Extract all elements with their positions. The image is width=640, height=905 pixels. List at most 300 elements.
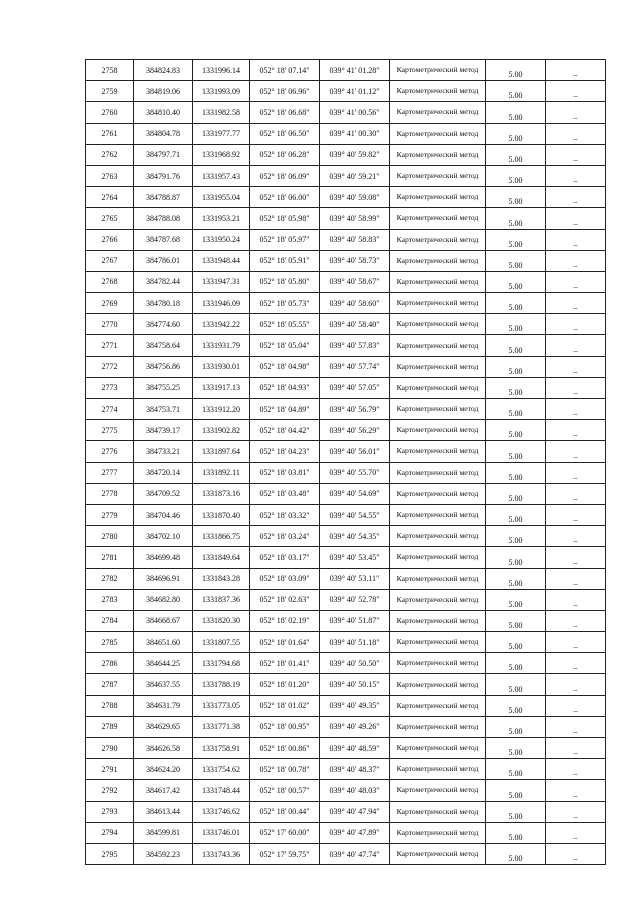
table-row xyxy=(86,738,606,759)
table-row xyxy=(86,843,606,864)
extra-cell: – xyxy=(546,589,606,610)
table-row xyxy=(86,420,606,441)
latitude-cell: 052° 18' 06.50" xyxy=(250,123,320,144)
y-coordinate-cell: 1331820.30 xyxy=(193,610,250,631)
longitude-cell: 039° 40' 58.73" xyxy=(320,250,390,271)
x-coordinate-cell: 384626.58 xyxy=(134,738,193,759)
x-coordinate-cell: 384668.67 xyxy=(134,610,193,631)
table-row xyxy=(86,165,606,186)
method-cell: Картометрический метод xyxy=(390,123,486,144)
y-coordinate-cell: 1331968.92 xyxy=(193,144,250,165)
x-coordinate-cell: 384774.60 xyxy=(134,314,193,335)
latitude-cell: 052° 18' 05.55" xyxy=(250,314,320,335)
latitude-cell: 052° 18' 00.44" xyxy=(250,801,320,822)
table-row xyxy=(86,144,606,165)
latitude-cell: 052° 18' 06.96" xyxy=(250,81,320,102)
method-cell: Картометрический метод xyxy=(390,102,486,123)
table-row xyxy=(86,187,606,208)
table-row xyxy=(86,483,606,504)
y-coordinate-cell: 1331947.31 xyxy=(193,271,250,292)
point-number-cell: 2788 xyxy=(86,695,134,716)
method-cell: Картометрический метод xyxy=(390,187,486,208)
point-number-cell: 2791 xyxy=(86,759,134,780)
extra-cell: – xyxy=(546,208,606,229)
longitude-cell: 039° 40' 58.99" xyxy=(320,208,390,229)
longitude-cell: 039° 40' 59.08" xyxy=(320,187,390,208)
y-coordinate-cell: 1331946.09 xyxy=(193,293,250,314)
accuracy-cell: 5.00 xyxy=(486,843,546,864)
longitude-cell: 039° 40' 54.55" xyxy=(320,504,390,525)
x-coordinate-cell: 384753.71 xyxy=(134,399,193,420)
point-number-cell: 2773 xyxy=(86,377,134,398)
y-coordinate-cell: 1331950.24 xyxy=(193,229,250,250)
latitude-cell: 052° 18' 06.00" xyxy=(250,187,320,208)
latitude-cell: 052° 18' 02.19" xyxy=(250,610,320,631)
accuracy-cell: 5.00 xyxy=(486,208,546,229)
longitude-cell: 039° 40' 48.37" xyxy=(320,759,390,780)
latitude-cell: 052° 18' 01.64" xyxy=(250,632,320,653)
longitude-cell: 039° 40' 53.11" xyxy=(320,568,390,589)
longitude-cell: 039° 40' 50.15" xyxy=(320,674,390,695)
method-cell: Картометрический метод xyxy=(390,547,486,568)
method-cell: Картометрический метод xyxy=(390,60,486,81)
method-cell: Картометрический метод xyxy=(390,462,486,483)
accuracy-cell: 5.00 xyxy=(486,123,546,144)
method-cell: Картометрический метод xyxy=(390,81,486,102)
y-coordinate-cell: 1331953.21 xyxy=(193,208,250,229)
point-number-cell: 2792 xyxy=(86,780,134,801)
accuracy-cell: 5.00 xyxy=(486,632,546,653)
longitude-cell: 039° 41' 01.12" xyxy=(320,81,390,102)
x-coordinate-cell: 384720.14 xyxy=(134,462,193,483)
latitude-cell: 052° 18' 03.32" xyxy=(250,504,320,525)
extra-cell: – xyxy=(546,293,606,314)
extra-cell: – xyxy=(546,738,606,759)
point-number-cell: 2789 xyxy=(86,716,134,737)
longitude-cell: 039° 41' 00.30" xyxy=(320,123,390,144)
longitude-cell: 039° 40' 59.82" xyxy=(320,144,390,165)
table-row xyxy=(86,504,606,525)
x-coordinate-cell: 384788.08 xyxy=(134,208,193,229)
accuracy-cell: 5.00 xyxy=(486,759,546,780)
extra-cell: – xyxy=(546,483,606,504)
extra-cell: – xyxy=(546,632,606,653)
y-coordinate-cell: 1331837.36 xyxy=(193,589,250,610)
method-cell: Картометрический метод xyxy=(390,420,486,441)
accuracy-cell: 5.00 xyxy=(486,356,546,377)
y-coordinate-cell: 1331788.19 xyxy=(193,674,250,695)
point-number-cell: 2763 xyxy=(86,165,134,186)
extra-cell: – xyxy=(546,526,606,547)
longitude-cell: 039° 40' 55.70" xyxy=(320,462,390,483)
point-number-cell: 2775 xyxy=(86,420,134,441)
latitude-cell: 052° 18' 00.57" xyxy=(250,780,320,801)
method-cell: Картометрический метод xyxy=(390,441,486,462)
table-row xyxy=(86,568,606,589)
y-coordinate-cell: 1331892.11 xyxy=(193,462,250,483)
x-coordinate-cell: 384631.79 xyxy=(134,695,193,716)
extra-cell: – xyxy=(546,144,606,165)
longitude-cell: 039° 40' 56.01" xyxy=(320,441,390,462)
point-number-cell: 2783 xyxy=(86,589,134,610)
y-coordinate-cell: 1331993.09 xyxy=(193,81,250,102)
point-number-cell: 2778 xyxy=(86,483,134,504)
method-cell: Картометрический метод xyxy=(390,293,486,314)
y-coordinate-cell: 1331873.16 xyxy=(193,483,250,504)
x-coordinate-cell: 384702.10 xyxy=(134,526,193,547)
table-row xyxy=(86,780,606,801)
y-coordinate-cell: 1331866.75 xyxy=(193,526,250,547)
extra-cell: – xyxy=(546,610,606,631)
method-cell: Картометрический метод xyxy=(390,780,486,801)
table-row xyxy=(86,716,606,737)
x-coordinate-cell: 384791.76 xyxy=(134,165,193,186)
latitude-cell: 052° 18' 03.09" xyxy=(250,568,320,589)
point-number-cell: 2793 xyxy=(86,801,134,822)
point-number-cell: 2766 xyxy=(86,229,134,250)
latitude-cell: 052° 18' 05.80" xyxy=(250,271,320,292)
point-number-cell: 2790 xyxy=(86,738,134,759)
accuracy-cell: 5.00 xyxy=(486,738,546,759)
method-cell: Картометрический метод xyxy=(390,377,486,398)
table-row xyxy=(86,293,606,314)
extra-cell: – xyxy=(546,822,606,843)
table-row xyxy=(86,102,606,123)
extra-cell: – xyxy=(546,60,606,81)
x-coordinate-cell: 384756.86 xyxy=(134,356,193,377)
x-coordinate-cell: 384824.83 xyxy=(134,60,193,81)
accuracy-cell: 5.00 xyxy=(486,674,546,695)
table-body xyxy=(86,60,606,865)
longitude-cell: 039° 40' 51.87" xyxy=(320,610,390,631)
y-coordinate-cell: 1331754.62 xyxy=(193,759,250,780)
extra-cell: – xyxy=(546,377,606,398)
x-coordinate-cell: 384755.25 xyxy=(134,377,193,398)
point-number-cell: 2780 xyxy=(86,526,134,547)
y-coordinate-cell: 1331758.91 xyxy=(193,738,250,759)
y-coordinate-cell: 1331794.68 xyxy=(193,653,250,674)
extra-cell: – xyxy=(546,314,606,335)
extra-cell: – xyxy=(546,504,606,525)
method-cell: Картометрический метод xyxy=(390,165,486,186)
x-coordinate-cell: 384696.91 xyxy=(134,568,193,589)
extra-cell: – xyxy=(546,759,606,780)
extra-cell: – xyxy=(546,420,606,441)
y-coordinate-cell: 1331746.01 xyxy=(193,822,250,843)
longitude-cell: 039° 40' 53.45" xyxy=(320,547,390,568)
accuracy-cell: 5.00 xyxy=(486,399,546,420)
latitude-cell: 052° 18' 04.98" xyxy=(250,356,320,377)
longitude-cell: 039° 40' 49.26" xyxy=(320,716,390,737)
method-cell: Картометрический метод xyxy=(390,822,486,843)
accuracy-cell: 5.00 xyxy=(486,780,546,801)
accuracy-cell: 5.00 xyxy=(486,229,546,250)
method-cell: Картометрический метод xyxy=(390,504,486,525)
extra-cell: – xyxy=(546,102,606,123)
latitude-cell: 052° 18' 04.93" xyxy=(250,377,320,398)
latitude-cell: 052° 18' 02.63" xyxy=(250,589,320,610)
y-coordinate-cell: 1331773.05 xyxy=(193,695,250,716)
x-coordinate-cell: 384786.01 xyxy=(134,250,193,271)
table-row xyxy=(86,314,606,335)
point-number-cell: 2785 xyxy=(86,632,134,653)
table-row xyxy=(86,632,606,653)
point-number-cell: 2776 xyxy=(86,441,134,462)
y-coordinate-cell: 1331771.38 xyxy=(193,716,250,737)
point-number-cell: 2762 xyxy=(86,144,134,165)
x-coordinate-cell: 384780.18 xyxy=(134,293,193,314)
accuracy-cell: 5.00 xyxy=(486,822,546,843)
x-coordinate-cell: 384651.60 xyxy=(134,632,193,653)
y-coordinate-cell: 1331870.40 xyxy=(193,504,250,525)
point-number-cell: 2759 xyxy=(86,81,134,102)
x-coordinate-cell: 384810.40 xyxy=(134,102,193,123)
longitude-cell: 039° 40' 50.50" xyxy=(320,653,390,674)
y-coordinate-cell: 1331748.44 xyxy=(193,780,250,801)
method-cell: Картометрический метод xyxy=(390,483,486,504)
x-coordinate-cell: 384819.06 xyxy=(134,81,193,102)
accuracy-cell: 5.00 xyxy=(486,589,546,610)
longitude-cell: 039° 40' 47.94" xyxy=(320,801,390,822)
y-coordinate-cell: 1331977.77 xyxy=(193,123,250,144)
latitude-cell: 052° 17' 59.75" xyxy=(250,843,320,864)
extra-cell: – xyxy=(546,356,606,377)
extra-cell: – xyxy=(546,716,606,737)
latitude-cell: 052° 18' 06.28" xyxy=(250,144,320,165)
latitude-cell: 052° 18' 05.97" xyxy=(250,229,320,250)
table-row xyxy=(86,335,606,356)
latitude-cell: 052° 18' 00.95" xyxy=(250,716,320,737)
accuracy-cell: 5.00 xyxy=(486,504,546,525)
longitude-cell: 039° 40' 57.74" xyxy=(320,356,390,377)
extra-cell: – xyxy=(546,250,606,271)
method-cell: Картометрический метод xyxy=(390,229,486,250)
accuracy-cell: 5.00 xyxy=(486,293,546,314)
method-cell: Картометрический метод xyxy=(390,568,486,589)
accuracy-cell: 5.00 xyxy=(486,377,546,398)
method-cell: Картометрический метод xyxy=(390,314,486,335)
x-coordinate-cell: 384592.23 xyxy=(134,843,193,864)
x-coordinate-cell: 384699.48 xyxy=(134,547,193,568)
x-coordinate-cell: 384629.65 xyxy=(134,716,193,737)
extra-cell: – xyxy=(546,801,606,822)
longitude-cell: 039° 41' 01.28" xyxy=(320,60,390,81)
x-coordinate-cell: 384704.46 xyxy=(134,504,193,525)
extra-cell: – xyxy=(546,335,606,356)
x-coordinate-cell: 384599.81 xyxy=(134,822,193,843)
extra-cell: – xyxy=(546,568,606,589)
table-row xyxy=(86,60,606,81)
point-number-cell: 2774 xyxy=(86,399,134,420)
y-coordinate-cell: 1331955.04 xyxy=(193,187,250,208)
point-number-cell: 2777 xyxy=(86,462,134,483)
table-row xyxy=(86,356,606,377)
extra-cell: – xyxy=(546,441,606,462)
longitude-cell: 039° 40' 51.18" xyxy=(320,632,390,653)
point-number-cell: 2784 xyxy=(86,610,134,631)
latitude-cell: 052° 18' 06.68" xyxy=(250,102,320,123)
y-coordinate-cell: 1331746.62 xyxy=(193,801,250,822)
accuracy-cell: 5.00 xyxy=(486,526,546,547)
latitude-cell: 052° 18' 00.86" xyxy=(250,738,320,759)
x-coordinate-cell: 384797.71 xyxy=(134,144,193,165)
longitude-cell: 039° 40' 47.74" xyxy=(320,843,390,864)
accuracy-cell: 5.00 xyxy=(486,250,546,271)
point-number-cell: 2765 xyxy=(86,208,134,229)
accuracy-cell: 5.00 xyxy=(486,568,546,589)
table-row xyxy=(86,123,606,144)
x-coordinate-cell: 384787.68 xyxy=(134,229,193,250)
table-row xyxy=(86,822,606,843)
latitude-cell: 052° 17' 60.00" xyxy=(250,822,320,843)
x-coordinate-cell: 384758.64 xyxy=(134,335,193,356)
point-number-cell: 2771 xyxy=(86,335,134,356)
longitude-cell: 039° 40' 57.83" xyxy=(320,335,390,356)
table-row xyxy=(86,81,606,102)
latitude-cell: 052° 18' 00.78" xyxy=(250,759,320,780)
y-coordinate-cell: 1331849.64 xyxy=(193,547,250,568)
longitude-cell: 039° 40' 48.59" xyxy=(320,738,390,759)
x-coordinate-cell: 384624.20 xyxy=(134,759,193,780)
accuracy-cell: 5.00 xyxy=(486,801,546,822)
accuracy-cell: 5.00 xyxy=(486,81,546,102)
accuracy-cell: 5.00 xyxy=(486,60,546,81)
x-coordinate-cell: 384682.80 xyxy=(134,589,193,610)
latitude-cell: 052° 18' 01.41" xyxy=(250,653,320,674)
point-number-cell: 2795 xyxy=(86,843,134,864)
extra-cell: – xyxy=(546,229,606,250)
accuracy-cell: 5.00 xyxy=(486,653,546,674)
table-row xyxy=(86,271,606,292)
y-coordinate-cell: 1331807.55 xyxy=(193,632,250,653)
method-cell: Картометрический метод xyxy=(390,399,486,420)
accuracy-cell: 5.00 xyxy=(486,144,546,165)
latitude-cell: 052° 18' 04.42" xyxy=(250,420,320,441)
y-coordinate-cell: 1331917.13 xyxy=(193,377,250,398)
y-coordinate-cell: 1331931.79 xyxy=(193,335,250,356)
latitude-cell: 052° 18' 05.98" xyxy=(250,208,320,229)
extra-cell: – xyxy=(546,695,606,716)
y-coordinate-cell: 1331912.20 xyxy=(193,399,250,420)
extra-cell: – xyxy=(546,81,606,102)
longitude-cell: 039° 40' 58.60" xyxy=(320,293,390,314)
table-row xyxy=(86,250,606,271)
method-cell: Картометрический метод xyxy=(390,759,486,780)
x-coordinate-cell: 384644.25 xyxy=(134,653,193,674)
extra-cell: – xyxy=(546,653,606,674)
table-row xyxy=(86,547,606,568)
point-number-cell: 2782 xyxy=(86,568,134,589)
y-coordinate-cell: 1331948.44 xyxy=(193,250,250,271)
latitude-cell: 052° 18' 05.91" xyxy=(250,250,320,271)
extra-cell: – xyxy=(546,462,606,483)
x-coordinate-cell: 384782.44 xyxy=(134,271,193,292)
method-cell: Картометрический метод xyxy=(390,738,486,759)
accuracy-cell: 5.00 xyxy=(486,441,546,462)
table-row xyxy=(86,610,606,631)
point-number-cell: 2764 xyxy=(86,187,134,208)
point-number-cell: 2770 xyxy=(86,314,134,335)
table-row xyxy=(86,695,606,716)
extra-cell: – xyxy=(546,165,606,186)
latitude-cell: 052° 18' 04.89" xyxy=(250,399,320,420)
latitude-cell: 052° 18' 05.73" xyxy=(250,293,320,314)
longitude-cell: 039° 40' 49.35" xyxy=(320,695,390,716)
accuracy-cell: 5.00 xyxy=(486,271,546,292)
latitude-cell: 052° 18' 03.24" xyxy=(250,526,320,547)
point-number-cell: 2787 xyxy=(86,674,134,695)
method-cell: Картометрический метод xyxy=(390,674,486,695)
table-row xyxy=(86,801,606,822)
accuracy-cell: 5.00 xyxy=(486,483,546,504)
y-coordinate-cell: 1331743.36 xyxy=(193,843,250,864)
method-cell: Картометрический метод xyxy=(390,610,486,631)
accuracy-cell: 5.00 xyxy=(486,716,546,737)
latitude-cell: 052° 18' 01.02" xyxy=(250,695,320,716)
y-coordinate-cell: 1331982.58 xyxy=(193,102,250,123)
y-coordinate-cell: 1331902.82 xyxy=(193,420,250,441)
point-number-cell: 2779 xyxy=(86,504,134,525)
point-number-cell: 2767 xyxy=(86,250,134,271)
table-row xyxy=(86,759,606,780)
x-coordinate-cell: 384739.17 xyxy=(134,420,193,441)
accuracy-cell: 5.00 xyxy=(486,187,546,208)
y-coordinate-cell: 1331843.28 xyxy=(193,568,250,589)
table-row xyxy=(86,399,606,420)
x-coordinate-cell: 384637.55 xyxy=(134,674,193,695)
coordinates-table xyxy=(85,59,606,865)
latitude-cell: 052° 18' 06.09" xyxy=(250,165,320,186)
extra-cell: – xyxy=(546,123,606,144)
method-cell: Картометрический метод xyxy=(390,526,486,547)
extra-cell: – xyxy=(546,187,606,208)
table-row xyxy=(86,526,606,547)
longitude-cell: 039° 40' 56.29" xyxy=(320,420,390,441)
table-row xyxy=(86,653,606,674)
longitude-cell: 039° 40' 48.03" xyxy=(320,780,390,801)
accuracy-cell: 5.00 xyxy=(486,462,546,483)
table-row xyxy=(86,208,606,229)
latitude-cell: 052° 18' 07.14" xyxy=(250,60,320,81)
table-row xyxy=(86,462,606,483)
method-cell: Картометрический метод xyxy=(390,843,486,864)
table-row xyxy=(86,229,606,250)
longitude-cell: 039° 40' 52.78" xyxy=(320,589,390,610)
longitude-cell: 039° 40' 57.05" xyxy=(320,377,390,398)
point-number-cell: 2768 xyxy=(86,271,134,292)
accuracy-cell: 5.00 xyxy=(486,335,546,356)
table-row xyxy=(86,441,606,462)
method-cell: Картометрический метод xyxy=(390,589,486,610)
accuracy-cell: 5.00 xyxy=(486,102,546,123)
method-cell: Картометрический метод xyxy=(390,250,486,271)
longitude-cell: 039° 41' 00.56" xyxy=(320,102,390,123)
table-row xyxy=(86,674,606,695)
longitude-cell: 039° 40' 47.89" xyxy=(320,822,390,843)
point-number-cell: 2794 xyxy=(86,822,134,843)
extra-cell: – xyxy=(546,674,606,695)
point-number-cell: 2772 xyxy=(86,356,134,377)
method-cell: Картометрический метод xyxy=(390,335,486,356)
y-coordinate-cell: 1331957.43 xyxy=(193,165,250,186)
accuracy-cell: 5.00 xyxy=(486,314,546,335)
latitude-cell: 052° 18' 01.20" xyxy=(250,674,320,695)
accuracy-cell: 5.00 xyxy=(486,695,546,716)
accuracy-cell: 5.00 xyxy=(486,165,546,186)
longitude-cell: 039° 40' 58.67" xyxy=(320,271,390,292)
x-coordinate-cell: 384709.52 xyxy=(134,483,193,504)
accuracy-cell: 5.00 xyxy=(486,610,546,631)
